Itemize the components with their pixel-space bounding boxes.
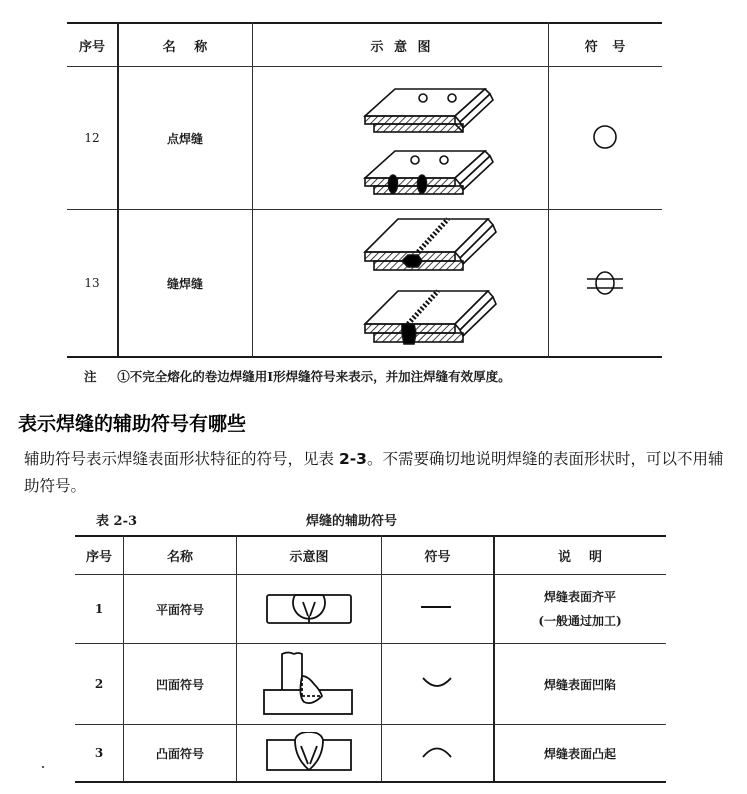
table2-row2-description: 焊缝表面凹陷 (543, 677, 616, 692)
table2-header-description: 说 明 (557, 550, 603, 565)
row1-description-line1: 焊缝表面齐平 (543, 590, 616, 604)
table2-row2-name: 凹面符号 (155, 677, 204, 692)
table2-row3-no: 3 (94, 746, 104, 760)
section-paragraph (24, 446, 724, 500)
table1-row13-no: 13 (84, 276, 100, 290)
table2-row1-name: 平面符号 (155, 602, 204, 617)
table2-row3-description: 焊缝表面凸起 (543, 746, 616, 761)
paragraph-text-after: 。不需要确切地说明焊缝的表面形状时，可以不用辅助符号。 (24, 450, 724, 495)
concave-arc-symbol (420, 674, 454, 692)
flat-line-symbol (418, 600, 454, 614)
paragraph-text-before: 辅助符号表示焊缝表面形状特征的符号，见表 (24, 450, 339, 468)
stray-dot (42, 766, 44, 768)
row1-description-line2: (一般通过加工) (538, 614, 622, 628)
table-reference: 2-3 (338, 450, 367, 468)
convex-weld-diagram (265, 732, 355, 774)
table1-header-diagram: 示 意 图 (370, 39, 431, 55)
table1-note (84, 367, 511, 385)
table1-row12-name: 点焊缝 (166, 131, 203, 146)
flat-weld-diagram (265, 592, 355, 628)
table2-caption-label: 表 2-3 (96, 514, 138, 529)
circle-symbol (590, 122, 620, 152)
table2-bottom-border (75, 781, 666, 783)
table2-row3-name: 凸面符号 (155, 746, 204, 761)
table1-header-no: 序号 (78, 39, 105, 55)
spot-weld-diagram (360, 84, 510, 204)
table1-header-name: 名 称 (162, 39, 208, 55)
table2-caption-title: 焊缝的辅助符号 (306, 514, 398, 529)
table1-row12-no: 12 (84, 131, 100, 145)
circle-with-lines-symbol (584, 266, 626, 300)
section-heading: 表示焊缝的辅助符号有哪些 (18, 413, 247, 435)
table1-col-divider-2 (252, 22, 253, 357)
table1-row13-name: 缝焊缝 (166, 276, 203, 291)
table2-header-diagram: 示意图 (289, 550, 329, 565)
table1-bottom-border (67, 356, 662, 358)
table2-header-symbol: 符号 (424, 550, 451, 565)
note-label: 注 (84, 369, 97, 384)
table2-header-name: 名称 (166, 550, 193, 565)
table1-col-divider-3 (548, 22, 549, 357)
convex-arc-symbol (420, 742, 454, 760)
seam-weld-diagram (360, 214, 510, 352)
table2-row1-description (494, 578, 666, 640)
table2-row1-no: 1 (94, 602, 104, 616)
note-text: ①不完全熔化的卷边焊缝用Ⅰ形焊缝符号来表示，并加注焊缝有效厚度。 (117, 369, 511, 384)
table2-header-no: 序号 (85, 550, 112, 565)
concave-fillet-diagram (262, 650, 358, 720)
table2-row2-no: 2 (94, 677, 104, 691)
table1-header-symbol: 符 号 (584, 39, 626, 55)
